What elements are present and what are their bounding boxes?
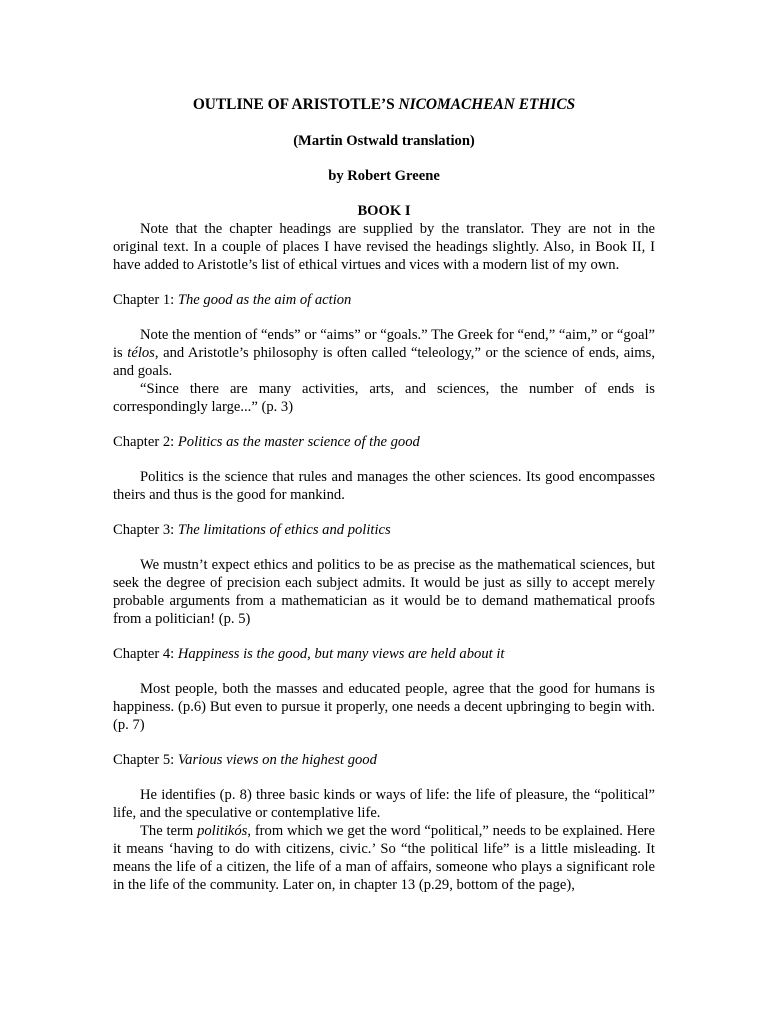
chapter-heading [113, 751, 655, 769]
chapter-paragraph [113, 326, 655, 380]
book-heading: BOOK I [357, 203, 411, 219]
chapter-heading [113, 645, 655, 663]
chapter-heading [113, 291, 655, 309]
chapter-label: Chapter 5: [113, 752, 178, 768]
chapter-label: Chapter 2: [113, 434, 178, 450]
paragraph-text: , and Aristotle’s philosophy is often called “teleology,” or the science of ends, aims, and goals. [113, 345, 655, 379]
chapter-title: The good as the aim of action [177, 292, 352, 308]
greek-term: politikós [197, 823, 248, 839]
page-content [113, 96, 655, 894]
title-prefix: OUTLINE OF ARISTOTLE’S [192, 96, 399, 113]
chapter-paragraph: “Since there are many activities, arts, and sciences, the number of ends is correspondingly large...” (p. 3) [113, 381, 655, 415]
chapter-label: Chapter 1: [113, 292, 178, 308]
chapter-label: Chapter 3: [113, 522, 178, 538]
chapter-heading [113, 521, 655, 539]
chapter-paragraph [113, 822, 655, 894]
intro-paragraph: Note that the chapter headings are supplied by the translator. They are not in the original text. In a couple of places I have revised the headings slightly. Also, in Book II, I have added to Aristotle’s list of ethical virtues and vices with a modern list of my own. [113, 221, 655, 273]
title-italic: NICOMACHEAN ETHICS [398, 96, 576, 113]
paragraph-text: Note the mention of “ends” or “aims” or “goals.” The Greek for “end,” “aim,” or “goal” is [113, 327, 655, 361]
chapter-title: Various views on the highest good [177, 752, 377, 768]
chapter-title: Politics as the master science of the good [177, 434, 420, 450]
chapter-label: Chapter 4: [113, 646, 178, 662]
chapter-title: Happiness is the good, but many views are held about it [177, 646, 505, 662]
paragraph-text: , from which we get the word “political,” needs to be explained. Here it means ‘having to do with citizens, civic.’ So “the political life” is a little misleading. It means the life of a citizen, the life of a man of affairs, someone who plays a significant role in the life of the community. Later on, in chapter 13 (p.29, bottom of the page), [113, 823, 656, 893]
document-title [113, 96, 655, 114]
chapter-heading [113, 433, 655, 451]
chapter-paragraph: Politics is the science that rules and manages the other sciences. Its good encompasses theirs and thus is the good for mankind. [113, 469, 655, 503]
translation-note: (Martin Ostwald translation) [293, 133, 475, 149]
paragraph-text: The term [140, 823, 198, 839]
greek-term: télos [127, 345, 155, 361]
chapter-title: The limitations of ethics and politics [177, 522, 391, 538]
chapter-paragraph: We mustn’t expect ethics and politics to be as precise as the mathematical sciences, but seek the degree of precision each subject admits. It would be just as silly to accept merely probable arguments from a mathematician as it would be to demand mathematical proofs from a politician! (p. 5) [113, 557, 655, 627]
chapter-paragraph: Most people, both the masses and educated people, agree that the good for humans is happiness. (p.6) But even to pursue it properly, one needs a decent upbringing to begin with. (p. 7) [113, 681, 655, 733]
chapter-paragraph: He identifies (p. 8) three basic kinds or ways of life: the life of pleasure, the “political” life, and the speculative or contemplative life. [113, 787, 655, 821]
author-line: by Robert Greene [328, 168, 440, 184]
